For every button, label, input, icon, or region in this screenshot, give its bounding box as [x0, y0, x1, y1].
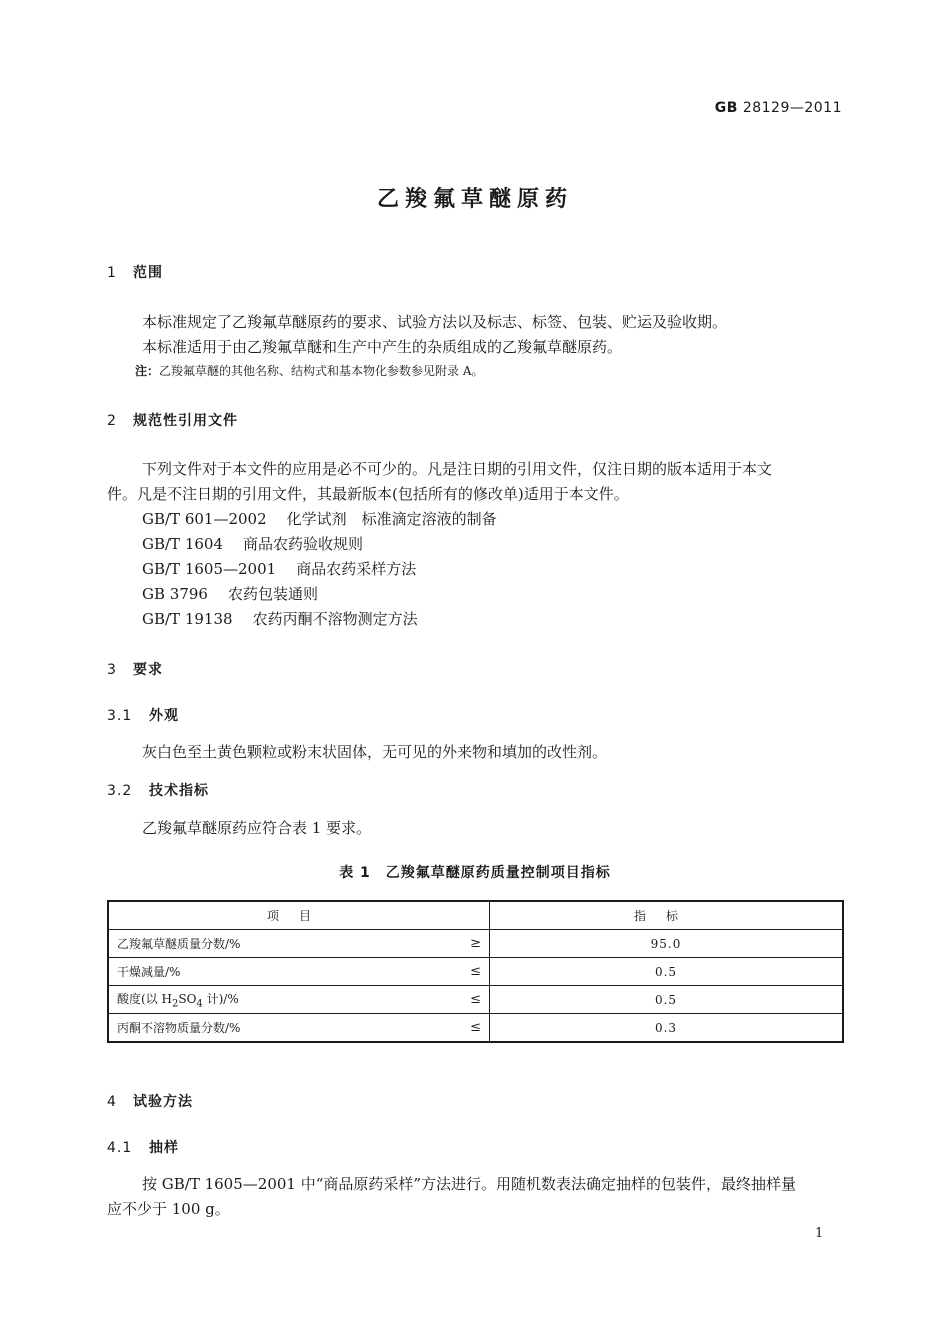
section-number: 3.2 — [107, 783, 133, 799]
section-2-paragraph-line-2: 件。凡是不注日期的引用文件，其最新版本(包括所有的修改单)适用于本文件。 — [107, 485, 629, 503]
section-title: 范围 — [133, 265, 163, 281]
subscript: 4 — [196, 998, 203, 1010]
reference-code: GB/T 1605—2001 — [142, 560, 277, 578]
table-header-value: 指标 — [490, 901, 844, 930]
reference-item — [142, 508, 497, 529]
page-number: 1 — [815, 1226, 824, 1241]
quality-spec-table — [107, 900, 844, 1043]
section-3-2-text: 乙羧氟草醚原药应符合表 1 要求。 — [142, 819, 372, 837]
comparison-symbol: ≤ — [470, 992, 481, 1007]
reference-code: GB/T 601—2002 — [142, 510, 267, 528]
section-2-heading — [107, 410, 238, 430]
note-label: 注： — [135, 364, 160, 378]
reference-item — [142, 558, 416, 579]
table-header-row — [108, 901, 843, 930]
section-2-paragraph-line-1: 下列文件对于本文件的应用是必不可少的。凡是注日期的引用文件，仅注日期的版本适用于本文 — [142, 460, 773, 478]
section-3-1-heading — [107, 705, 179, 725]
reference-code: GB/T 19138 — [142, 610, 233, 628]
table-cell-value: 0.3 — [490, 1014, 844, 1043]
table-row — [108, 986, 843, 1014]
table-cell-value: 0.5 — [490, 958, 844, 986]
subscript: 2 — [171, 998, 179, 1010]
section-1-heading — [107, 262, 163, 282]
comparison-symbol: ≥ — [470, 936, 481, 951]
reference-title: 商品农药验收规则 — [243, 535, 364, 553]
reference-title: 化学试剂 标准滴定溶液的制备 — [286, 510, 497, 528]
section-3-2-heading — [107, 780, 209, 800]
reference-item — [142, 583, 318, 604]
reference-code: GB 3796 — [142, 585, 208, 603]
section-number: 1 — [107, 265, 117, 281]
table-cell-item — [108, 1014, 490, 1043]
item-label — [117, 991, 239, 1010]
reference-item — [142, 608, 418, 629]
section-number: 3.1 — [107, 708, 133, 724]
item-label-part: 计)/% — [202, 991, 239, 1006]
reference-code: GB/T 1604 — [142, 535, 224, 553]
section-3-heading — [107, 659, 163, 679]
table-cell-value: 0.5 — [490, 986, 844, 1014]
table-row — [108, 1014, 843, 1043]
section-title: 技术指标 — [149, 783, 209, 799]
section-number: 2 — [107, 413, 117, 429]
section-title: 规范性引用文件 — [133, 413, 238, 429]
standard-number — [715, 100, 842, 116]
comparison-symbol: ≤ — [470, 964, 481, 979]
section-3-1-text: 灰白色至土黄色颗粒或粉末状固体，无可见的外来物和填加的改性剂。 — [142, 743, 608, 761]
table-caption: 表 1 乙羧氟草醚原药质量控制项目指标 — [339, 865, 611, 881]
section-4-1-heading — [107, 1137, 179, 1157]
comparison-symbol: ≤ — [470, 1020, 481, 1035]
section-1-note — [135, 362, 484, 379]
section-4-1-text-line-2: 应不少于 100 g。 — [107, 1200, 230, 1218]
section-title: 外观 — [149, 708, 179, 724]
table-row — [108, 930, 843, 958]
section-title: 试验方法 — [133, 1094, 193, 1110]
table-row — [108, 958, 843, 986]
item-label: 干燥减量/% — [117, 965, 181, 979]
section-4-1-text-line-1: 按 GB/T 1605—2001 中“商品原药采样”方法进行。用随机数表法确定抽样的包装件，最终抽样量 — [142, 1175, 797, 1193]
reference-title: 农药丙酮不溶物测定方法 — [252, 610, 418, 628]
section-1-paragraph-1: 本标准规定了乙羧氟草醚原药的要求、试验方法以及标志、标签、包装、贮运及验收期。 — [142, 313, 728, 331]
item-label: 乙羧氟草醚质量分数/% — [117, 937, 241, 951]
item-label-part: 酸度(以 H — [117, 991, 172, 1006]
section-title: 要求 — [133, 662, 163, 678]
table-cell-value: 95.0 — [490, 930, 844, 958]
section-number: 4.1 — [107, 1140, 133, 1156]
section-title: 抽样 — [149, 1140, 179, 1156]
document-title: 乙羧氟草醚原药 — [376, 187, 573, 212]
table-cell-item — [108, 958, 490, 986]
table-cell-item — [108, 930, 490, 958]
note-text: 乙羧氟草醚的其他名称、结构式和基本物化参数参见附录 A。 — [159, 364, 484, 378]
section-1-paragraph-2: 本标准适用于由乙羧氟草醚和生产中产生的杂质组成的乙羧氟草醚原药。 — [142, 338, 623, 356]
table-header-item: 项目 — [108, 901, 490, 930]
reference-title: 商品农药采样方法 — [296, 560, 417, 578]
item-label: 丙酮不溶物质量分数/% — [117, 1021, 241, 1035]
item-label-part: SO — [178, 991, 197, 1006]
reference-item — [142, 533, 363, 554]
standard-prefix: GB — [714, 100, 738, 116]
section-4-heading — [107, 1091, 193, 1111]
standard-code: 28129—2011 — [742, 100, 842, 116]
reference-title: 农药包装通则 — [227, 585, 318, 603]
section-number: 3 — [107, 662, 117, 678]
section-number: 4 — [107, 1094, 117, 1110]
table-cell-item — [108, 986, 490, 1014]
